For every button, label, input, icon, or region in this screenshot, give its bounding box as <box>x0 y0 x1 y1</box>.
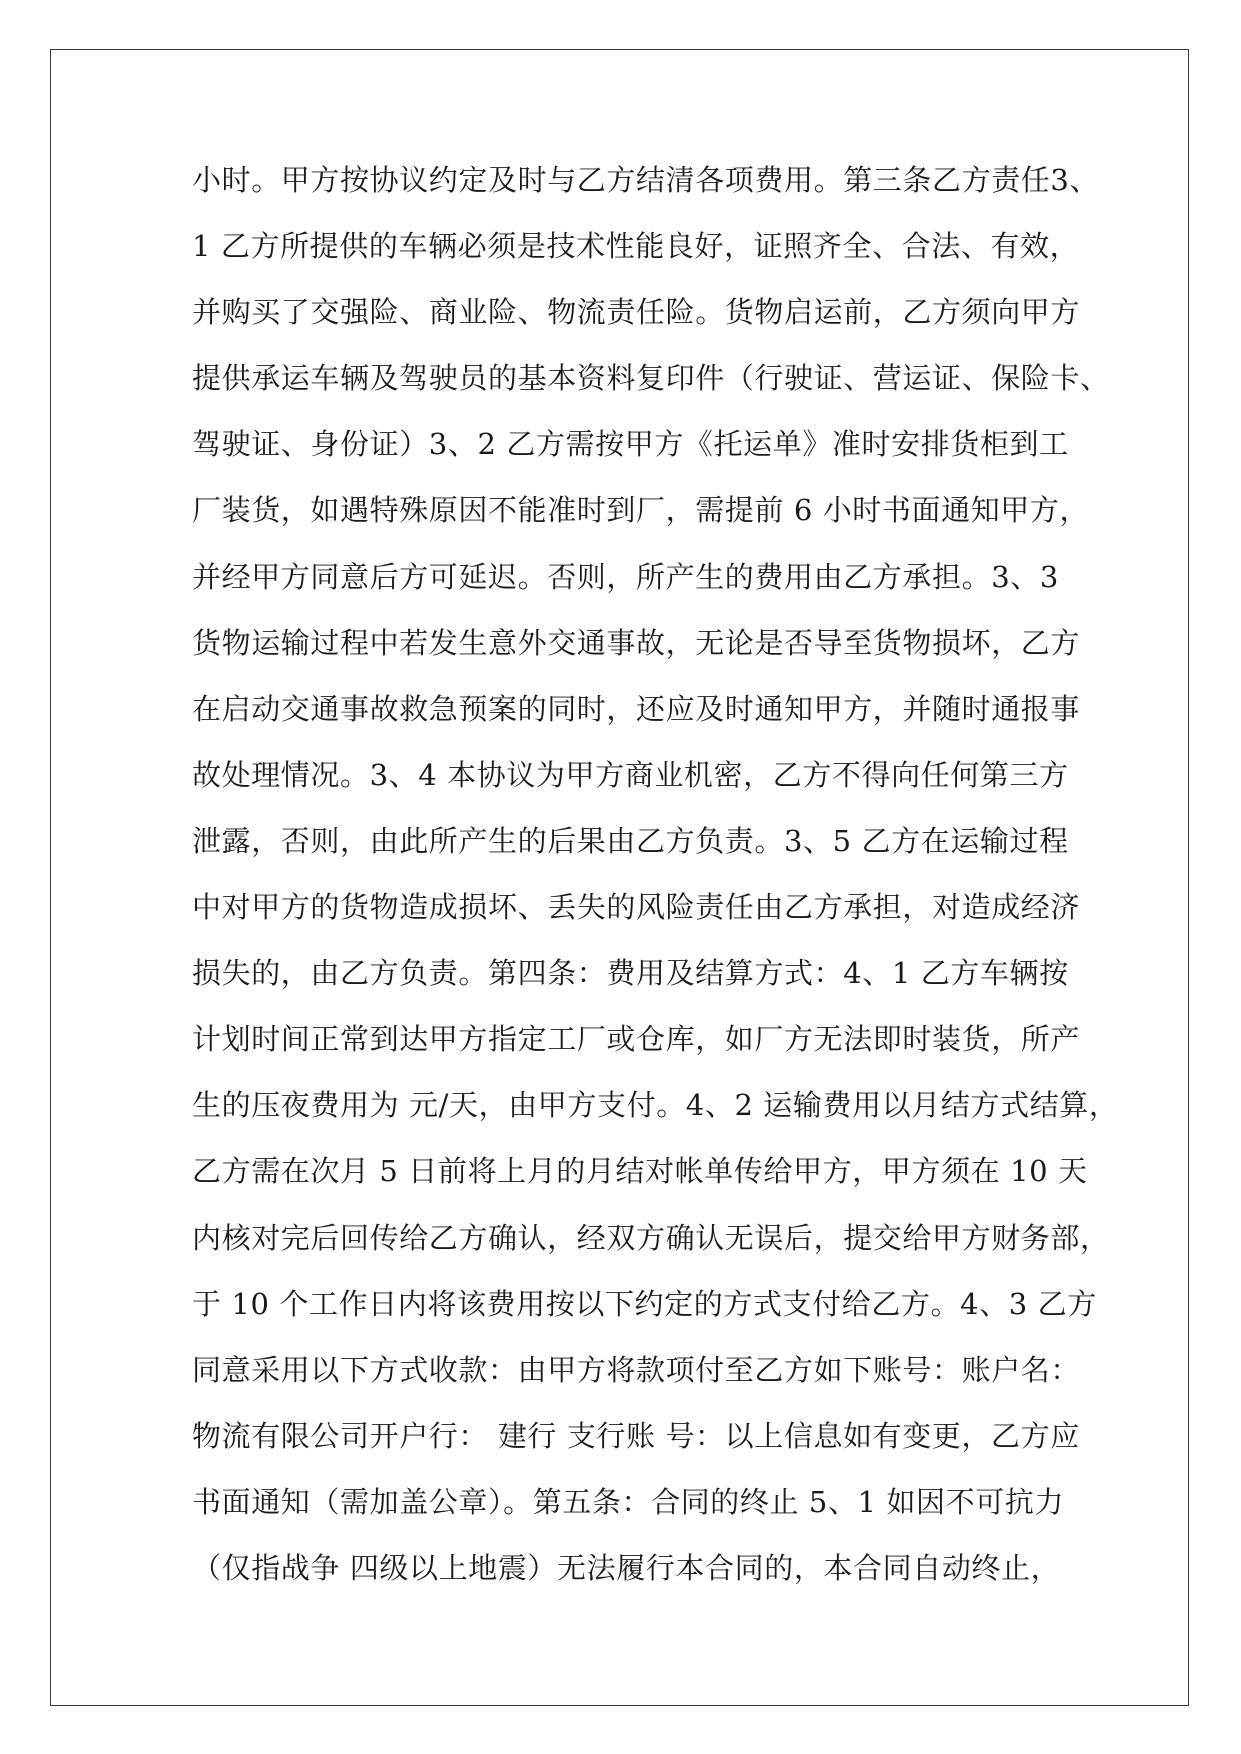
text-line: 于 10 个工作日内将该费用按以下约定的方式支付给乙方。4、3 乙方 <box>192 1286 1097 1321</box>
text-line: 厂装货，如遇特殊原因不能准时到厂，需提前 6 小时书面通知甲方， <box>192 493 1090 528</box>
text-line: 驾驶证、身份证）3、2 乙方需按甲方《托运单》准时安排货柜到工 <box>192 427 1069 462</box>
text-line: 在启动交通事故救急预案的同时，还应及时通知甲方，并随时通报事 <box>192 691 1081 726</box>
text-line: 同意采用以下方式收款：由甲方将款项付至乙方如下账号：账户名： <box>192 1352 1081 1387</box>
text-line: 1 乙方所提供的车辆必须是技术性能良好，证照齐全、合法、有效， <box>192 229 1080 264</box>
text-line: 物流有限公司开户行： 建行 支行账 号：以上信息如有变更，乙方应 <box>192 1418 1080 1453</box>
document-body <box>192 162 1119 1616</box>
text-line: 货物运输过程中若发生意外交通事故，无论是否导至货物损坏，乙方 <box>192 625 1081 660</box>
text-line: 故处理情况。3、4 本协议为甲方商业机密，乙方不得向任何第三方 <box>192 757 1069 792</box>
text-line: 乙方需在次月 5 日前将上月的月结对帐单传给甲方，甲方须在 10 天 <box>192 1154 1088 1189</box>
text-line: 小时。甲方按协议约定及时与乙方结清各项费用。第三条乙方责任3、 <box>192 163 1100 197</box>
text-line: （仅指战争 四级以上地震）无法履行本合同的，本合同自动终止， <box>192 1550 1061 1585</box>
text-line: 中对甲方的货物造成损坏、丢失的风险责任由乙方承担，对造成经济 <box>192 890 1081 925</box>
text-line: 损失的，由乙方负责。第四条：费用及结算方式：4、1 乙方车辆按 <box>192 956 1069 991</box>
text-line: 提供承运车辆及驾驶员的基本资料复印件（行驶证、营运证、保险卡、 <box>192 361 1110 396</box>
text-line: 书面通知（需加盖公章）。第五条：合同的终止 5、1 如因不可抗力 <box>192 1484 1065 1519</box>
text-line: 并购买了交强险、商业险、物流责任险。货物启运前，乙方须向甲方 <box>192 295 1081 330</box>
text-line: 并经甲方同意后方可延迟。否则，所产生的费用由乙方承担。3、3 <box>192 559 1059 594</box>
text-line: 生的压夜费用为 元/天，由甲方支付。4、2 运输费用以月结方式结算， <box>192 1088 1119 1123</box>
text-line: 计划时间正常到达甲方指定工厂或仓库，如厂方无法即时装货，所产 <box>192 1022 1081 1057</box>
text-line: 泄露，否则，由此所产生的后果由乙方负责。3、5 乙方在运输过程 <box>192 823 1069 858</box>
text-line: 内核对完后回传给乙方确认，经双方确认无误后，提交给甲方财务部， <box>192 1220 1110 1255</box>
